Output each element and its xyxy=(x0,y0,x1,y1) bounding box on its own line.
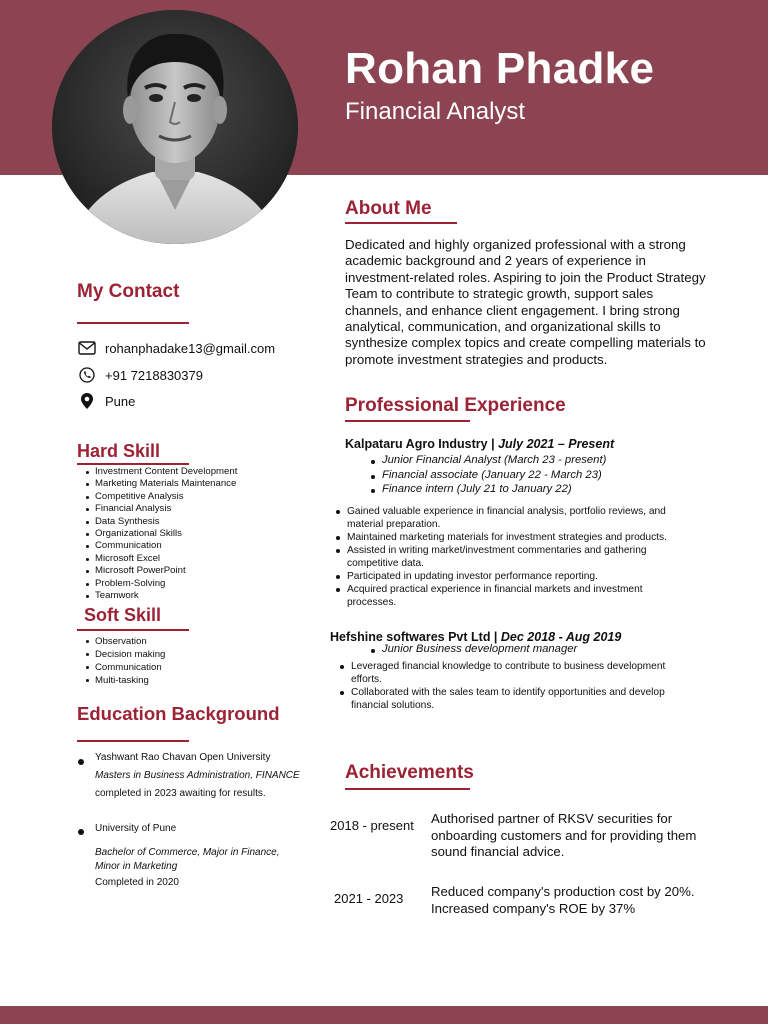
achievement-text: Reduced company's production cost by 20%. Increased company's ROE by 37% xyxy=(431,884,695,916)
hard-skill-item: Investment Content Development xyxy=(84,466,237,478)
job-dates: Dec 2018 - Aug 2019 xyxy=(500,630,622,644)
contact-phone[interactable]: +91 7218830379 xyxy=(105,367,203,383)
footer-band xyxy=(0,1006,768,1024)
about-heading: About Me xyxy=(345,198,432,219)
achievement-text: Authorised partner of RKSV securities for onboarding customers and for providing them sound financial advice. xyxy=(431,811,697,860)
job-bullets xyxy=(338,660,684,712)
hard-skill-item: Marketing Materials Maintenance xyxy=(84,478,237,490)
job-role: Junior Business development manager xyxy=(369,643,577,658)
job-dates: July 2021 – Present xyxy=(498,437,615,451)
education-degree: Masters in Business Administration, FINANCE xyxy=(95,770,300,781)
about-text: Dedicated and highly organized professional with a strong academic background and 2 years of experience in investment-related roles. Aspiring to join the Product Strategy Team to contribute to strategic growth, support sales channels, and enhance client engagement. I bring strong analytical, communication, and organizational skills to synthesize complex topics and create compelling materials to promote investment strategies and products. xyxy=(345,237,706,367)
job-bullet: Acquired practical experience in financial markets and investment processes. xyxy=(334,583,680,609)
contact-heading: My Contact xyxy=(77,281,180,302)
soft-skill-item: Multi-tasking xyxy=(84,674,165,687)
person-portrait-icon xyxy=(52,10,298,244)
contact-divider xyxy=(77,322,189,324)
achievements-divider xyxy=(345,788,470,790)
soft-skill-heading: Soft Skill xyxy=(84,605,162,625)
job-header xyxy=(330,630,621,644)
hard-skill-item: Teamwork xyxy=(84,590,237,602)
achievements-heading: Achievements xyxy=(345,762,474,783)
job-bullet: Maintained marketing materials for investment strategies and products. xyxy=(334,531,680,544)
contact-email[interactable]: rohanphadake13@gmail.com xyxy=(105,340,276,356)
hard-skill-item: Organizational Skills xyxy=(84,528,237,540)
soft-skill-item: Communication xyxy=(84,661,165,674)
job-header xyxy=(345,437,614,451)
education-status: completed in 2023 awaiting for results. xyxy=(95,788,266,799)
about-divider xyxy=(345,222,457,224)
job-bullet: Gained valuable experience in financial analysis, portfolio reviews, and material preparation. xyxy=(334,505,680,531)
job-company: Kalpataru Agro Industry | xyxy=(345,437,495,451)
soft-skill-item: Decision making xyxy=(84,648,165,661)
education-heading: Education Background xyxy=(77,703,280,724)
contact-phone-row[interactable] xyxy=(77,365,203,385)
job-bullet: Assisted in writing market/investment commentaries and gathering competitive data. xyxy=(334,544,680,570)
achievement-years: 2021 - 2023 xyxy=(334,891,404,906)
hard-skill-item: Communication xyxy=(84,540,237,552)
location-pin-icon xyxy=(77,391,97,411)
hard-skill-list xyxy=(84,466,237,602)
hard-skill-item: Problem-Solving xyxy=(84,578,237,590)
experience-divider xyxy=(345,420,470,422)
hard-skill-item: Microsoft Excel xyxy=(84,553,237,565)
soft-skill-list xyxy=(84,635,165,687)
phone-icon xyxy=(77,365,97,385)
job-roles xyxy=(369,454,606,498)
candidate-title: Financial Analyst xyxy=(345,98,526,125)
achievement-years: 2018 - present xyxy=(330,818,414,833)
contact-email-row[interactable] xyxy=(77,338,275,358)
contact-location: Pune xyxy=(105,393,136,409)
hard-skill-item: Microsoft PowerPoint xyxy=(84,565,237,577)
education-degree: Bachelor of Commerce, Major in Finance, xyxy=(95,847,280,858)
soft-skill-divider xyxy=(77,629,189,631)
bullet-dot xyxy=(78,829,84,835)
bullet-dot xyxy=(78,759,84,765)
profile-photo xyxy=(52,10,298,244)
contact-location-row xyxy=(77,391,135,411)
job-bullet: Participated in updating investor performance reporting. xyxy=(334,570,680,583)
job-role: Financial associate (January 22 - March 23) xyxy=(369,469,606,484)
soft-skill-item: Observation xyxy=(84,635,165,648)
job-bullet: Leveraged financial knowledge to contribute to business development efforts. xyxy=(338,660,684,686)
education-status: Completed in 2020 xyxy=(95,877,179,888)
education-school: University of Pune xyxy=(95,823,177,834)
education-degree: Minor in Marketing xyxy=(95,861,178,872)
job-bullet: Collaborated with the sales team to identify opportunities and develop financial solutions. xyxy=(338,686,684,712)
job-role: Finance intern (July 21 to January 22) xyxy=(369,483,606,498)
experience-heading: Professional Experience xyxy=(345,395,566,416)
job-bullets xyxy=(334,505,680,609)
job-company: Hefshine softwares Pvt Ltd | xyxy=(330,630,498,644)
hard-skill-divider xyxy=(77,463,189,465)
hard-skill-heading: Hard Skill xyxy=(77,441,161,461)
education-school: Yashwant Rao Chavan Open University xyxy=(95,752,271,763)
job-role: Junior Financial Analyst (March 23 - present) xyxy=(369,454,606,469)
candidate-name: Rohan Phadke xyxy=(345,44,655,93)
mail-icon xyxy=(77,338,97,358)
hard-skill-item: Competitive Analysis xyxy=(84,491,237,503)
hard-skill-item: Financial Analysis xyxy=(84,503,237,515)
hard-skill-item: Data Synthesis xyxy=(84,516,237,528)
job-roles xyxy=(369,643,577,658)
education-divider xyxy=(77,740,189,742)
